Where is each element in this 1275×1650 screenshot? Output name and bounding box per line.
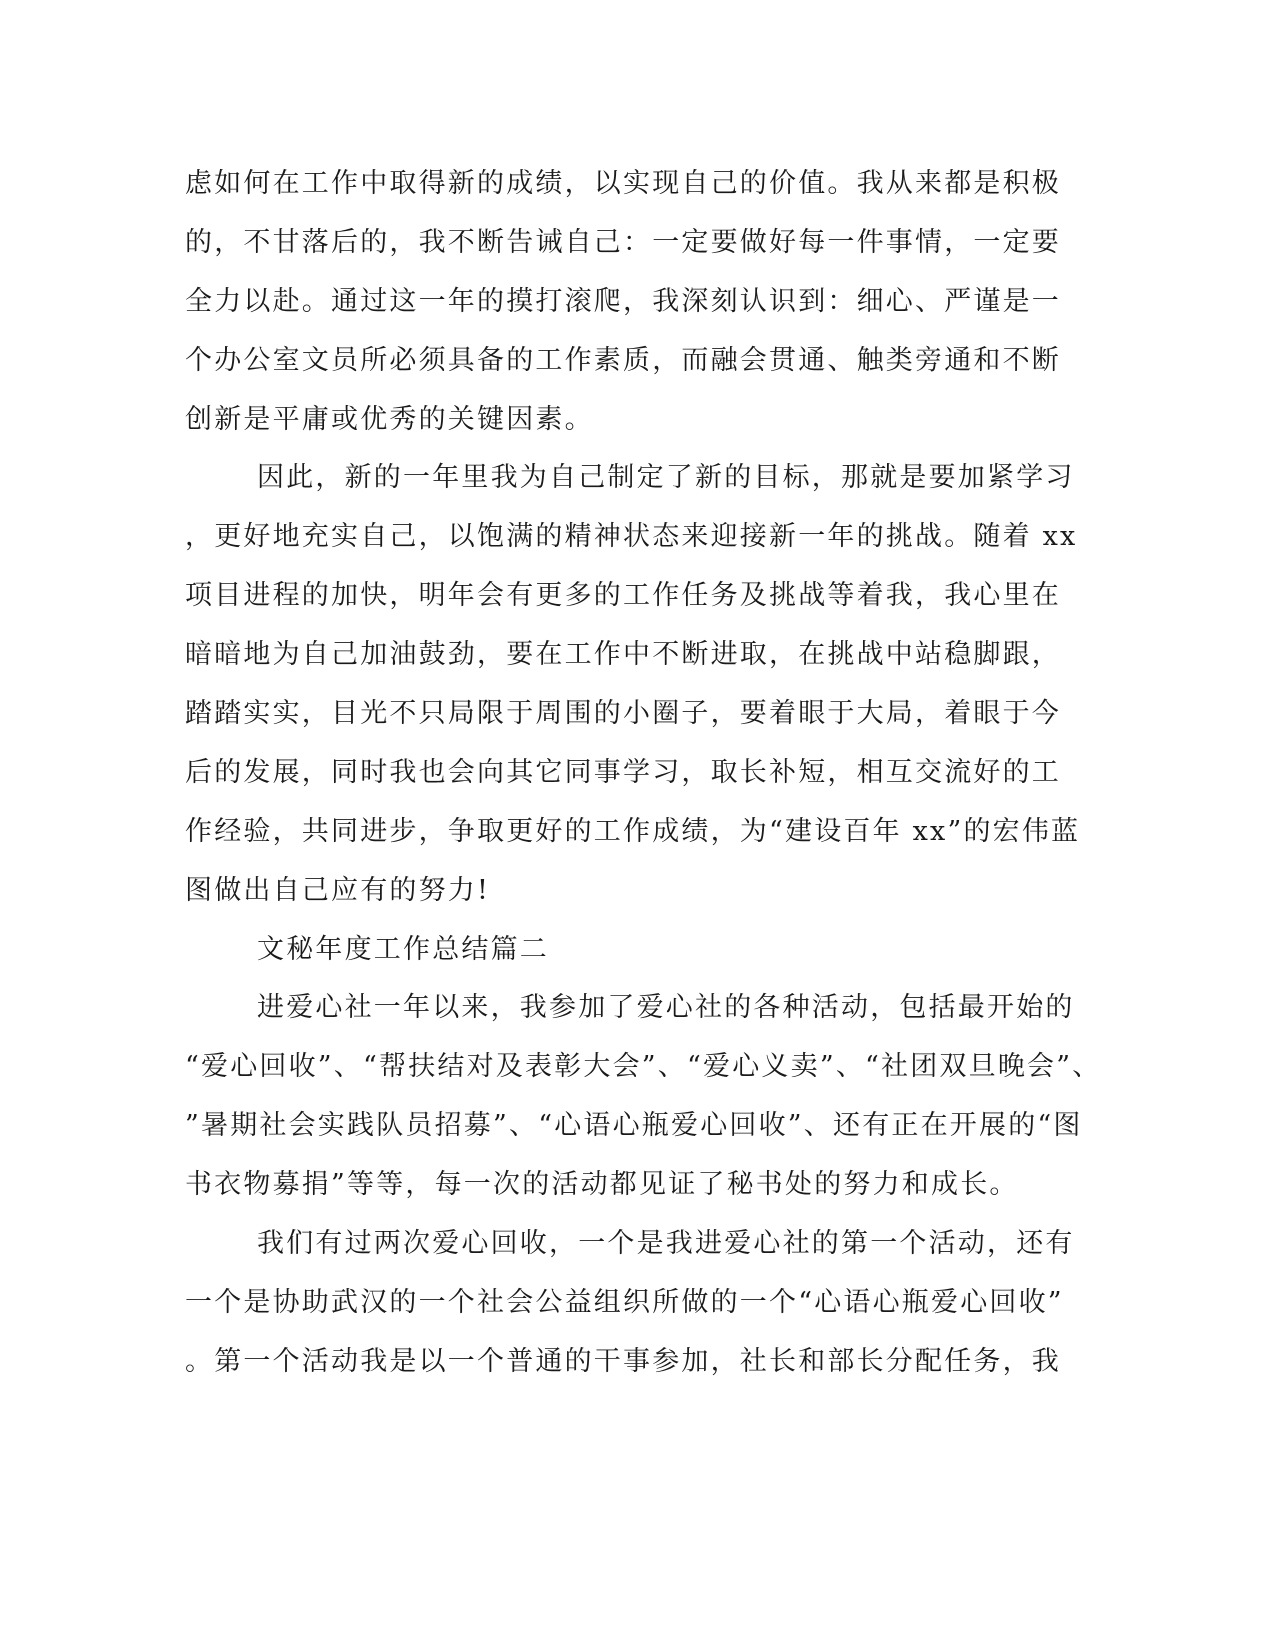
text-line: 书衣物募捐”等等，每一次的活动都见证了秘书处的努力和成长。 <box>185 1169 1019 1201</box>
text-line: 。第一个活动我是以一个普通的干事参加，社长和部长分配任务，我 <box>185 1345 1061 1377</box>
text-line: 后的发展，同时我也会向其它同事学习，取长补短，相互交流好的工 <box>185 756 1061 788</box>
text-line: 虑如何在工作中取得新的成绩，以实现自己的价值。我从来都是积极 <box>185 168 1061 199</box>
document-body <box>185 155 1102 1392</box>
paragraph-2 <box>185 449 1085 920</box>
text-line: 创新是平庸或优秀的关键因素。 <box>185 403 594 435</box>
text-line: 进爱心社一年以来，我参加了爱心社的各种活动，包括最开始的 <box>257 992 1075 1024</box>
text-line: ”暑期社会实践队员招募”、“心语心瓶爱心回收”、还有正在开展的“图 <box>185 1110 1083 1142</box>
section-title: 文秘年度工作总结篇二 <box>257 933 549 965</box>
text-line: 因此，新的一年里我为自己制定了新的目标，那就是要加紧学习 <box>257 462 1075 494</box>
text-line: “爱心回收”、“帮扶结对及表彰大会”、“爱心义卖”、“社团双旦晚会”、 <box>185 1051 1102 1083</box>
text-line: 暗暗地为自己加油鼓劲，要在工作中不断进取，在挑战中站稳脚跟， <box>185 639 1061 671</box>
text-line: 项目进程的加快，明年会有更多的工作任务及挑战等着我，我心里在 <box>185 580 1061 612</box>
text-line: 一个是协助武汉的一个社会公益组织所做的一个“心语心瓶爱心回收” <box>185 1286 1064 1318</box>
paragraph-4 <box>185 1215 1085 1392</box>
text-line: 图做出自己应有的努力! <box>185 874 491 906</box>
paragraph-1 <box>185 155 1085 449</box>
text-line: 的，不甘落后的，我不断告诫自己：一定要做好每一件事情，一定要 <box>185 226 1061 258</box>
text-line: 踏踏实实，目光不只局限于周围的小圈子，要着眼于大局，着眼于今 <box>185 698 1061 730</box>
text-line: 我们有过两次爱心回收，一个是我进爱心社的第一个活动，还有 <box>257 1228 1075 1260</box>
text-line: 全力以赴。通过这一年的摸打滚爬，我深刻认识到：细心、严谨是一 <box>185 285 1061 317</box>
text-line: ，更好地充实自己，以饱满的精神状态来迎接新一年的挑战。随着 xx <box>185 521 1078 553</box>
paragraph-3 <box>185 979 1102 1215</box>
text-line: 作经验，共同进步，争取更好的工作成绩，为“建设百年 xx”的宏伟蓝 <box>185 815 1081 847</box>
text-line: 个办公室文员所必须具备的工作素质，而融会贯通、触类旁通和不断 <box>185 344 1061 376</box>
